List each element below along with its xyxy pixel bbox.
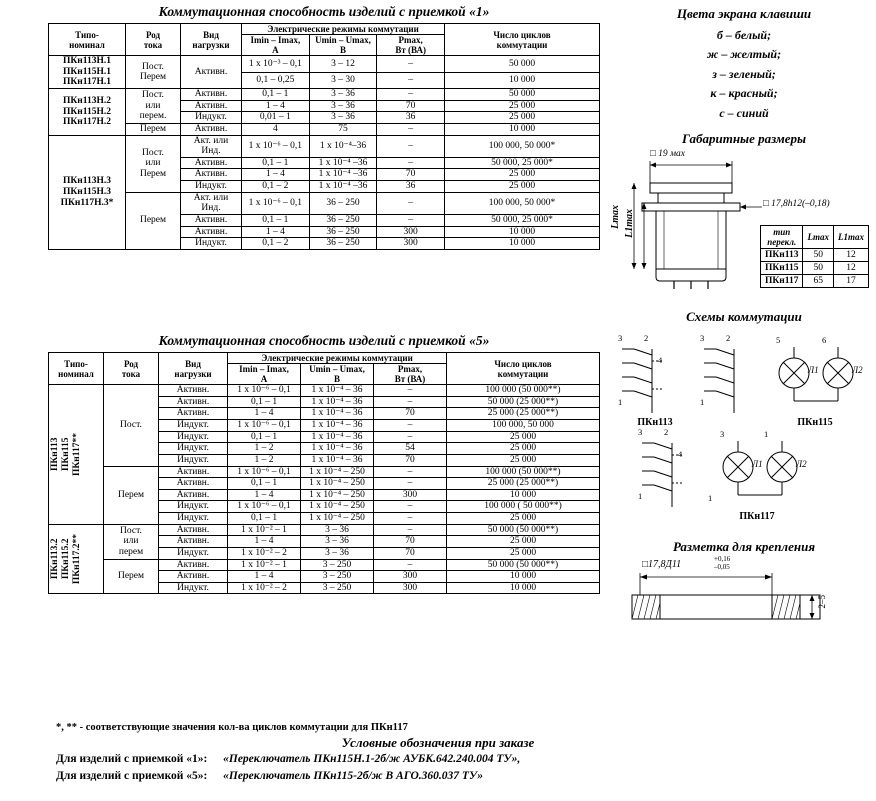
- table1-imin: 0,1 – 0,25: [242, 72, 310, 88]
- pin-label-3b: 3: [700, 333, 705, 344]
- colors-list: [612, 26, 876, 123]
- table1-pmax: –: [377, 157, 445, 169]
- table1-cycles: 10 000: [445, 226, 600, 238]
- table2-current: Пост.: [104, 385, 159, 466]
- table1-pmax: 70: [377, 169, 445, 181]
- table1-imin: 1 x 10⁻⁶ – 0,1: [242, 135, 310, 157]
- table2-load: Индукт.: [159, 501, 228, 513]
- table1-imin: 1 – 4: [242, 226, 310, 238]
- table1-title: Коммутационная способность изделий с приемкой «1»: [158, 4, 490, 19]
- table1-group-name: ПКн113Н.1 ПКн115Н.1 ПКн117Н.1: [49, 56, 126, 89]
- table1-th-cycles: Число циклов коммутации: [445, 24, 600, 56]
- table1-cycles: 100 000, 50 000*: [445, 135, 600, 157]
- table2-umin: 1 x 10⁻⁴ – 250: [301, 489, 374, 501]
- table2-umin: 1 x 10⁻⁴ – 36: [301, 420, 374, 432]
- table2-imin: 1 x 10⁻² – 1: [228, 524, 301, 536]
- table2-imin: 0,1 – 1: [228, 478, 301, 490]
- pin-label-2c: 2: [664, 427, 669, 438]
- table1-cycles: 50 000, 25 000*: [445, 214, 600, 226]
- table1-cycles: 10 000: [445, 72, 600, 88]
- table2-imin: 0,1 – 1: [228, 431, 301, 443]
- dim-lmax-label: Lmax: [610, 205, 621, 230]
- table1-th-modes: Электрические режимы коммутации: [242, 24, 445, 35]
- table1-imin: 0,01 – 1: [242, 112, 310, 124]
- dims-cell-1-1: 50: [803, 262, 834, 275]
- table2-load: Индукт.: [159, 420, 228, 432]
- table2-block: [48, 333, 600, 594]
- table2-load: Активн.: [159, 524, 228, 536]
- table1-row: [49, 192, 600, 214]
- table2-pmax: –: [374, 466, 447, 478]
- table2-imin: 1 x 10⁻⁶ – 0,1: [228, 420, 301, 432]
- table1-imin: 0,1 – 2: [242, 238, 310, 250]
- table2-pmax: 300: [374, 489, 447, 501]
- table1-group-name: ПКн113Н.2 ПКн115Н.2 ПКн117Н.2: [49, 89, 126, 136]
- pin-label-4: 4: [658, 355, 663, 366]
- table1-load: Акт. или Инд.: [181, 135, 242, 157]
- table2-imin: 1 – 4: [228, 571, 301, 583]
- table1-current: Перем: [126, 123, 181, 135]
- table1-pmax: –: [377, 89, 445, 101]
- dims-cell-0-0: ПКн113: [761, 249, 803, 262]
- pin-label-3: 3: [618, 333, 623, 344]
- table2-load: Индукт.: [159, 547, 228, 559]
- table1-load: Активн.: [181, 100, 242, 112]
- table2-cycles: 25 000: [447, 547, 600, 559]
- table2-pmax: –: [374, 396, 447, 408]
- lamp-label-1: Л1: [808, 365, 819, 376]
- table2-umin: 3 – 250: [301, 571, 374, 583]
- table2-cycles: 25 000 (25 000**): [447, 478, 600, 490]
- table2-imin: 1 x 10⁻² – 1: [228, 559, 301, 571]
- order-line-2: [0, 768, 876, 785]
- table1-load: Активн.: [181, 123, 242, 135]
- schemes-title: Схемы коммутации: [686, 309, 802, 325]
- dims-row: [761, 262, 869, 275]
- order-line-2-value: «Переключатель ПКн115-2б/ж В АГО.360.037 ТУ»: [223, 769, 483, 782]
- table1-current: Пост. Перем: [126, 56, 181, 89]
- dims-cell-0-1: 50: [803, 249, 834, 262]
- table1-pmax: –: [377, 72, 445, 88]
- table2-load: Индукт.: [159, 431, 228, 443]
- dim-top-label: □ 19 мах: [650, 149, 686, 160]
- table1-umin: 3 – 36: [309, 112, 377, 124]
- table2-row: [49, 524, 600, 536]
- pin-label-3d: 3: [720, 429, 725, 440]
- table1-imin: 0,1 – 1: [242, 214, 310, 226]
- schemes-drawing: [612, 325, 876, 541]
- table1-load: Индукт.: [181, 112, 242, 124]
- table1-load: Акт. или Инд.: [181, 192, 242, 214]
- table2-cycles: 25 000: [447, 513, 600, 525]
- table2-group-name-text: ПКн113.2 ПКн115.2 ПКн117.2**: [50, 534, 82, 585]
- dims-cell-2-2: 17: [833, 275, 868, 288]
- table1-current: Пост. или перем.: [126, 89, 181, 124]
- right-column: [612, 0, 876, 801]
- footnote: *, ** - соответствующие значения кол-ва циклов коммутации для ПКн117: [56, 722, 408, 733]
- table2-imin: 0,1 – 1: [228, 513, 301, 525]
- table2-load: Индукт.: [159, 582, 228, 594]
- table2-cycles: 100 000 (50 000**): [447, 466, 600, 478]
- table2-imin: 0,1 – 1: [228, 396, 301, 408]
- table1-imin: 1 – 4: [242, 100, 310, 112]
- table2-umin: 3 – 36: [301, 536, 374, 548]
- dims-title: Габаритные размеры: [681, 131, 807, 147]
- table2-th-type: Типо- номинал: [49, 353, 104, 385]
- table1-load: Активн.: [181, 89, 242, 101]
- table1-load: Индукт.: [181, 181, 242, 193]
- table2-imin: 1 – 4: [228, 408, 301, 420]
- table1-block: [48, 4, 600, 250]
- table2-th-pmax: Pmax, Вт (ВА): [374, 364, 447, 385]
- order-line-1-value: «Переключатель ПКн115Н.1-2б/ж АУБК.642.240.004 ТУ»,: [223, 753, 521, 765]
- table2-group-name: [49, 385, 104, 525]
- pin-label-1c: 1: [638, 491, 643, 502]
- table2-imin: 1 x 10⁻⁶ – 0,1: [228, 466, 301, 478]
- table1-pmax: –: [377, 135, 445, 157]
- pin-label-1e: 1: [708, 493, 713, 504]
- dims-drawing: [612, 147, 876, 307]
- table1-current: Перем: [126, 192, 181, 249]
- table1-imin: 1 x 10⁻³ – 0,1: [242, 56, 310, 72]
- table2-load: Индукт.: [159, 443, 228, 455]
- table2-cycles: 25 000: [447, 443, 600, 455]
- table1-umin: 3 – 12: [309, 56, 377, 72]
- table2-umin: 3 – 250: [301, 559, 374, 571]
- dims-cell-0-2: 12: [833, 249, 868, 262]
- dims-cell-1-2: 12: [833, 262, 868, 275]
- table2-load: Активн.: [159, 396, 228, 408]
- table2-load: Активн.: [159, 466, 228, 478]
- table2-title: Коммутационная способность изделий с приемкой «5»: [158, 333, 490, 348]
- table2-load: Активн.: [159, 571, 228, 583]
- order-title: Условные обозначения при заказе: [341, 735, 535, 750]
- table2-cycles: 100 000 (50 000**): [447, 385, 600, 397]
- dims-cell-1-0: ПКн115: [761, 262, 803, 275]
- table1-pmax: 36: [377, 181, 445, 193]
- table1-th-pmax: Pmax, Вт (ВА): [377, 35, 445, 56]
- table1-pmax: 300: [377, 226, 445, 238]
- table1-load: Активн.: [181, 56, 242, 89]
- table2-cycles: 50 000 (50 000**): [447, 559, 600, 571]
- table2-cycles: 50 000 (25 000**): [447, 396, 600, 408]
- table2-cycles: 10 000: [447, 582, 600, 594]
- pin-label-4c: 4: [678, 449, 683, 460]
- table2-imin: 1 – 4: [228, 489, 301, 501]
- table1-th-type: Типо- номинал: [49, 24, 126, 56]
- scheme-label-pkn115: ПКн115: [797, 417, 833, 429]
- order-line-1: [0, 751, 876, 768]
- table2: [48, 352, 600, 594]
- table1-umin: 1 x 10⁻⁴ –36: [309, 169, 377, 181]
- table2-pmax: –: [374, 420, 447, 432]
- dim-side-label: □ 17,8h12(–0,18): [763, 199, 830, 210]
- table1-imin: 0,1 – 1: [242, 157, 310, 169]
- dims-header-1: Lmax: [803, 226, 834, 249]
- color-item-3: к – красный;: [710, 86, 778, 101]
- table2-th-current: Род тока: [104, 353, 159, 385]
- table2-pmax: 54: [374, 443, 447, 455]
- table2-cycles: 100 000 ( 50 000**): [447, 501, 600, 513]
- table2-load: Активн.: [159, 536, 228, 548]
- table2-umin: 3 – 250: [301, 582, 374, 594]
- table2-cycles: 10 000: [447, 571, 600, 583]
- table2-umin: 1 x 10⁻⁴ – 250: [301, 513, 374, 525]
- table2-imin: 1 x 10⁻⁶ – 0,1: [228, 385, 301, 397]
- dims-cell-2-0: ПКн117: [761, 275, 803, 288]
- table1-load: Активн.: [181, 226, 242, 238]
- mount-dim-tol-bot: –0,05: [714, 563, 730, 572]
- table2-umin: 1 x 10⁻⁴ – 36: [301, 396, 374, 408]
- table2-pmax: 70: [374, 454, 447, 466]
- pin-label-1d: 1: [764, 429, 769, 440]
- table1-pmax: 70: [377, 100, 445, 112]
- table1-pmax: 36: [377, 112, 445, 124]
- scheme-label-pkn113: ПКн113: [637, 417, 673, 429]
- dims-cell-2-1: 65: [803, 275, 834, 288]
- table2-umin: 1 x 10⁻⁴ – 36: [301, 408, 374, 420]
- lamp-label-1b: Л1: [752, 459, 763, 470]
- table1-header-row: [49, 24, 600, 35]
- table1-umin: 36 – 250: [309, 226, 377, 238]
- table2-pmax: 70: [374, 547, 447, 559]
- table2-pmax: –: [374, 385, 447, 397]
- table1-th-umin: Umin – Umax, В: [309, 35, 377, 56]
- table2-cycles: 10 000: [447, 489, 600, 501]
- table1-cycles: 100 000, 50 000*: [445, 192, 600, 214]
- pin-label-1b: 1: [700, 397, 705, 408]
- table1-cycles: 25 000: [445, 100, 600, 112]
- table2-pmax: –: [374, 501, 447, 513]
- mount-title: Разметка для крепления: [672, 539, 816, 555]
- table1-pmax: –: [377, 214, 445, 226]
- table1-load: Активн.: [181, 157, 242, 169]
- table2-cycles: 25 000: [447, 431, 600, 443]
- table2-load: Активн.: [159, 478, 228, 490]
- table2-imin: 1 x 10⁻² – 2: [228, 547, 301, 559]
- table1-cycles: 50 000: [445, 56, 600, 72]
- table2-pmax: 70: [374, 408, 447, 420]
- table2-load: Активн.: [159, 408, 228, 420]
- dim-l1max-label: L1max: [624, 209, 635, 239]
- table2-imin: 1 x 10⁻² – 2: [228, 582, 301, 594]
- color-item-0: б – белый;: [716, 28, 772, 42]
- table2-cycles: 25 000: [447, 454, 600, 466]
- table1-current: Пост. или Перем: [126, 135, 181, 192]
- table1-imin: 1 – 4: [242, 169, 310, 181]
- table1: [48, 23, 600, 250]
- table1-cycles: 25 000: [445, 112, 600, 124]
- table1-cycles: 25 000: [445, 181, 600, 193]
- table2-row: [49, 385, 600, 397]
- mount-dim-tol-top: +0,16: [714, 555, 731, 564]
- table2-imin: 1 x 10⁻⁶ – 0,1: [228, 501, 301, 513]
- table2-pmax: –: [374, 431, 447, 443]
- table1-cycles: 50 000: [445, 89, 600, 101]
- table2-imin: 1 – 2: [228, 443, 301, 455]
- table2-umin: 1 x 10⁻⁴ – 250: [301, 501, 374, 513]
- table1-load: Активн.: [181, 169, 242, 181]
- table2-imin: 1 – 2: [228, 454, 301, 466]
- table2-umin: 1 x 10⁻⁴ – 250: [301, 466, 374, 478]
- table1-pmax: –: [377, 192, 445, 214]
- table1-row: [49, 89, 600, 101]
- table1-th-imin: Imin – Imax, A: [242, 35, 310, 56]
- table2-pmax: –: [374, 559, 447, 571]
- dims-header-2: L1max: [833, 226, 868, 249]
- mount-drawing: [612, 555, 876, 639]
- mount-dim-side: 2–5: [817, 595, 827, 609]
- table2-th-cycles: Число циклов коммутации: [447, 353, 600, 385]
- table2-group-name: [49, 524, 104, 594]
- dims-header-0: тип перекл.: [761, 226, 803, 249]
- color-item-4: с – синий: [719, 105, 769, 120]
- table2-pmax: –: [374, 524, 447, 536]
- table1-load: Индукт.: [181, 238, 242, 250]
- table2-header-row: [49, 353, 600, 364]
- pin-label-2b: 2: [726, 333, 731, 344]
- table1-umin: 3 – 30: [309, 72, 377, 88]
- table1-load: Активн.: [181, 214, 242, 226]
- table1-pmax: 300: [377, 238, 445, 250]
- table2-umin: 1 x 10⁻⁴ – 36: [301, 454, 374, 466]
- table2-th-umin: Umin – Umax, В: [301, 364, 374, 385]
- pin-label-6: 6: [822, 335, 827, 346]
- table2-imin: 1 – 4: [228, 536, 301, 548]
- scheme-label-pkn117: ПКн117: [739, 511, 775, 523]
- table1-group-name: ПКн113Н.3 ПКн115Н.3 ПКн117Н.3*: [49, 135, 126, 249]
- dims-row: [761, 275, 869, 288]
- table2-row: [49, 466, 600, 478]
- table1-imin: 1 x 10⁻⁶ – 0,1: [242, 192, 310, 214]
- table2-load: Индукт.: [159, 513, 228, 525]
- dims-table: [760, 225, 869, 288]
- table1-th-load: Вид нагрузки: [181, 24, 242, 56]
- table2-umin: 3 – 36: [301, 524, 374, 536]
- table1-pmax: –: [377, 56, 445, 72]
- table2-umin: 1 x 10⁻⁴ – 36: [301, 385, 374, 397]
- table1-row: [49, 135, 600, 157]
- lamp-label-2: Л2: [852, 365, 863, 376]
- table2-umin: 3 – 36: [301, 547, 374, 559]
- table2-group-name-text: ПКн113 ПКн115 ПКн117**: [50, 432, 82, 476]
- table2-row: [49, 559, 600, 571]
- mount-dim-main: □17,8Д11: [642, 559, 682, 571]
- table1-cycles: 10 000: [445, 238, 600, 250]
- table1-umin: 1 x 10⁻⁴ –36: [309, 181, 377, 193]
- table1-cycles: 50 000, 25 000*: [445, 157, 600, 169]
- color-item-1: ж – желтый;: [706, 47, 782, 62]
- table2-current: Перем: [104, 559, 159, 594]
- table1-umin: 36 – 250: [309, 214, 377, 226]
- footer: [0, 722, 876, 784]
- pin-label-3c: 3: [638, 427, 643, 438]
- table2-cycles: 25 000: [447, 536, 600, 548]
- table1-umin: 36 – 250: [309, 238, 377, 250]
- table2-umin: 1 x 10⁻⁴ – 250: [301, 478, 374, 490]
- table2-pmax: 70: [374, 536, 447, 548]
- table2-load: Активн.: [159, 489, 228, 501]
- table2-pmax: –: [374, 478, 447, 490]
- table2-load: Активн.: [159, 385, 228, 397]
- table2-load: Индукт.: [159, 454, 228, 466]
- table1-th-current: Род тока: [126, 24, 181, 56]
- table2-th-imin: Imin – Imax, A: [228, 364, 301, 385]
- pin-label-1: 1: [618, 397, 623, 408]
- table2-th-load: Вид нагрузки: [159, 353, 228, 385]
- table1-umin: 3 – 36: [309, 89, 377, 101]
- table1-imin: 0,1 – 2: [242, 181, 310, 193]
- table2-pmax: –: [374, 513, 447, 525]
- table1-umin: 1 x 10⁻⁴ –36: [309, 157, 377, 169]
- table2-cycles: 25 000 (25 000**): [447, 408, 600, 420]
- table2-current: Перем: [104, 466, 159, 524]
- pin-label-2: 2: [644, 333, 649, 344]
- table2-umin: 1 x 10⁻⁴ – 36: [301, 431, 374, 443]
- table2-umin: 1 x 10⁻⁴ – 36: [301, 443, 374, 455]
- table1-umin: 75: [309, 123, 377, 135]
- table1-row: [49, 123, 600, 135]
- table2-cycles: 100 000, 50 000: [447, 420, 600, 432]
- order-line-1-label: Для изделий с приемкой «1»:: [56, 753, 208, 765]
- color-item-2: з – зеленый;: [712, 66, 776, 81]
- table1-cycles: 10 000: [445, 123, 600, 135]
- table1-cycles: 25 000: [445, 169, 600, 181]
- table2-load: Активн.: [159, 559, 228, 571]
- table2-cycles: 50 000 (50 000**): [447, 524, 600, 536]
- table1-pmax: –: [377, 123, 445, 135]
- table1-imin: 0,1 – 1: [242, 89, 310, 101]
- dims-row: [761, 249, 869, 262]
- lamp-label-2b: Л2: [796, 459, 807, 470]
- table2-current: Пост. или перем: [104, 524, 159, 559]
- colors-title: Цвета экрана клавиши: [676, 6, 812, 21]
- order-line-2-label: Для изделий с приемкой «5»:: [56, 769, 208, 782]
- table2-th-modes: Электрические режимы коммутации: [228, 353, 447, 364]
- table2-pmax: 300: [374, 571, 447, 583]
- table1-umin: 1 x 10⁻⁴–36: [309, 135, 377, 157]
- table1-umin: 3 – 36: [309, 100, 377, 112]
- table1-umin: 36 – 250: [309, 192, 377, 214]
- pin-label-5: 5: [776, 335, 781, 346]
- table2-pmax: 300: [374, 582, 447, 594]
- table1-imin: 4: [242, 123, 310, 135]
- table1-row: [49, 56, 600, 72]
